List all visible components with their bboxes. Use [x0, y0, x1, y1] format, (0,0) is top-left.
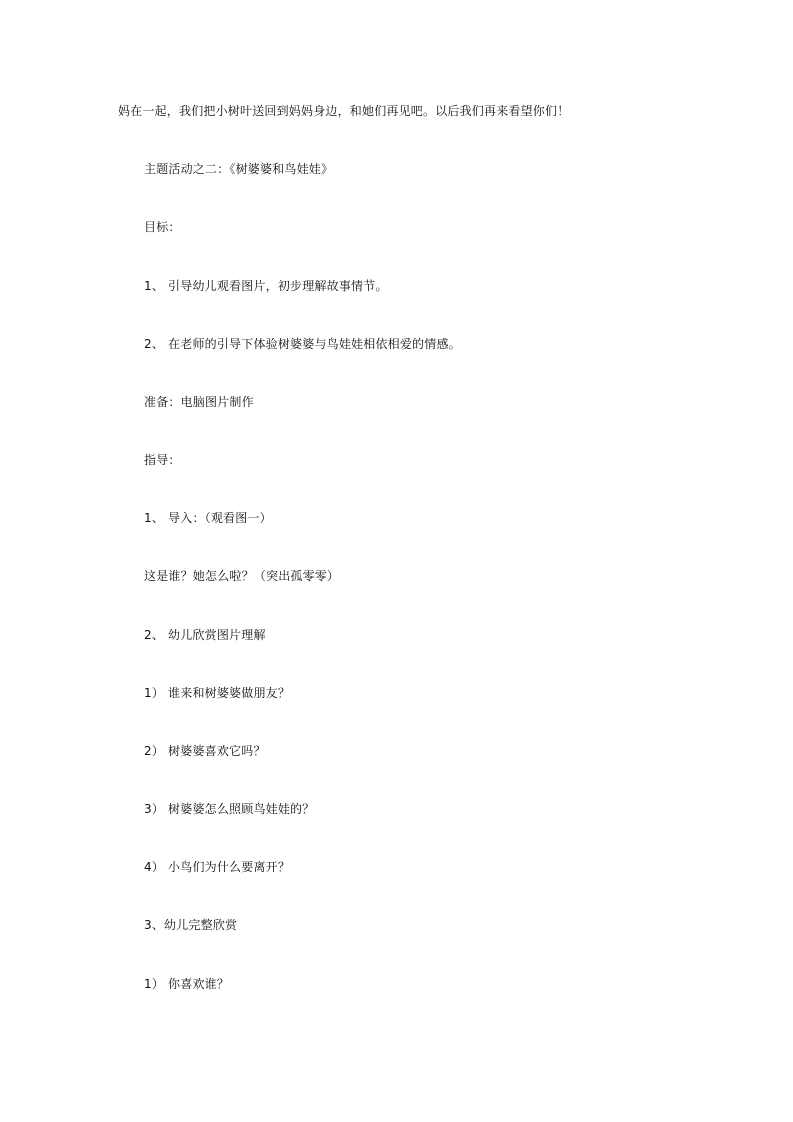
question-line: 这是谁？她怎么啦？（突出孤零零） — [144, 569, 340, 583]
goal-item-2: 2、 在老师的引导下体验树婆婆与鸟娃娃相依相爱的情感。 — [144, 337, 461, 351]
preparation-line: 准备：电脑图片制作 — [144, 395, 254, 409]
guidance-heading: 指导： — [144, 453, 181, 467]
guidance-step-1: 1、 导入：（观看图一） — [144, 511, 272, 525]
goal-heading: 目标： — [144, 220, 181, 234]
sub-question-3: 3） 树婆婆怎么照顾鸟娃娃的？ — [144, 802, 315, 816]
guidance-step-3: 3、幼儿完整欣赏 — [144, 918, 238, 932]
sub-question-4: 4） 小鸟们为什么要离开？ — [144, 860, 291, 874]
activity-title: 主题活动之二：《树婆婆和鸟娃娃》 — [144, 162, 334, 176]
sub-question-1: 1） 谁来和树婆婆做朋友？ — [144, 686, 291, 700]
guidance-step-2: 2、 幼儿欣赏图片理解 — [144, 628, 266, 642]
paragraph-continuation: 妈在一起，我们把小树叶送回到妈妈身边，和她们再见吧。以后我们再来看望你们！ — [118, 104, 570, 118]
sub-question-2: 2） 树婆婆喜欢它吗？ — [144, 744, 266, 758]
goal-item-1: 1、 引导幼儿观看图片，初步理解故事情节。 — [144, 279, 388, 293]
sub-question-5: 1） 你喜欢谁？ — [144, 977, 230, 991]
